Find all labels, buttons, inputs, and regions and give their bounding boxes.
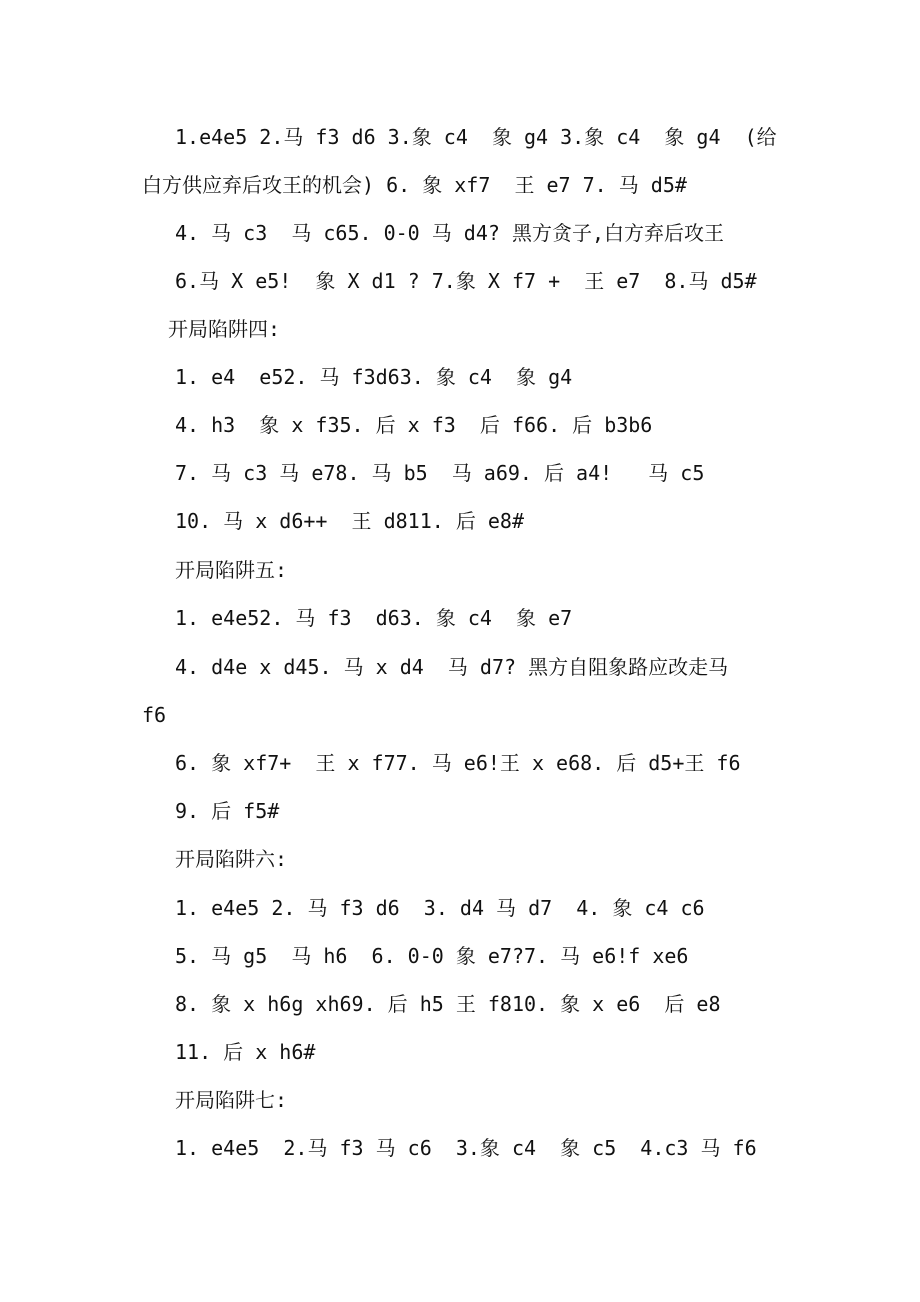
- text-line: 6. 象 xf7+ 王 x f77. 马 e6!王 x e68. 后 d5+王 f6: [175, 751, 741, 775]
- text-line: 5. 马 g5 马 h6 6. 0-0 象 e7?7. 马 e6!f xe6: [175, 944, 689, 968]
- text-line: 4. 马 c3 马 c65. 0-0 马 d4? 黑方贪子,白方弃后攻王: [175, 221, 724, 245]
- text-line: 4. h3 象 x f35. 后 x f3 后 f66. 后 b3b6: [175, 413, 653, 437]
- text-line: 7. 马 c3 马 e78. 马 b5 马 a69. 后 a4! 马 c5: [175, 461, 705, 485]
- text-line: f6: [142, 703, 167, 727]
- text-line: 1.e4e5 2.马 f3 d6 3.象 c4 象 g4 3.象 c4 象 g4 (给: [175, 125, 777, 149]
- text-line: 1. e4e5 2. 马 f3 d6 3. d4 马 d7 4. 象 c4 c6: [175, 896, 705, 920]
- section-heading: 开局陷阱七:: [175, 1088, 288, 1112]
- section-heading: 开局陷阱六:: [175, 847, 288, 871]
- text-line: 8. 象 x h6g xh69. 后 h5 王 f810. 象 x e6 后 e8: [175, 992, 721, 1016]
- text-line: 1. e4e52. 马 f3 d63. 象 c4 象 e7: [175, 606, 573, 630]
- section-heading: 开局陷阱四:: [168, 317, 281, 341]
- text-line: 6.马 X e5! 象 X d1 ? 7.象 X f7 + 王 e7 8.马 d5#: [175, 269, 757, 293]
- text-line: 1. e4 e52. 马 f3d63. 象 c4 象 g4: [175, 365, 573, 389]
- text-line: 10. 马 x d6++ 王 d811. 后 e8#: [175, 509, 524, 533]
- text-line: 11. 后 x h6#: [175, 1040, 316, 1064]
- text-line: 白方供应弃后攻王的机会) 6. 象 xf7 王 e7 7. 马 d5#: [142, 173, 687, 197]
- section-heading: 开局陷阱五:: [175, 558, 288, 582]
- text-line: 9. 后 f5#: [175, 799, 280, 823]
- text-line: 4. d4e x d45. 马 x d4 马 d7? 黑方自阻象路应改走马: [175, 655, 729, 679]
- text-line: 1. e4e5 2.马 f3 马 c6 3.象 c4 象 c5 4.c3 马 f6: [175, 1136, 757, 1160]
